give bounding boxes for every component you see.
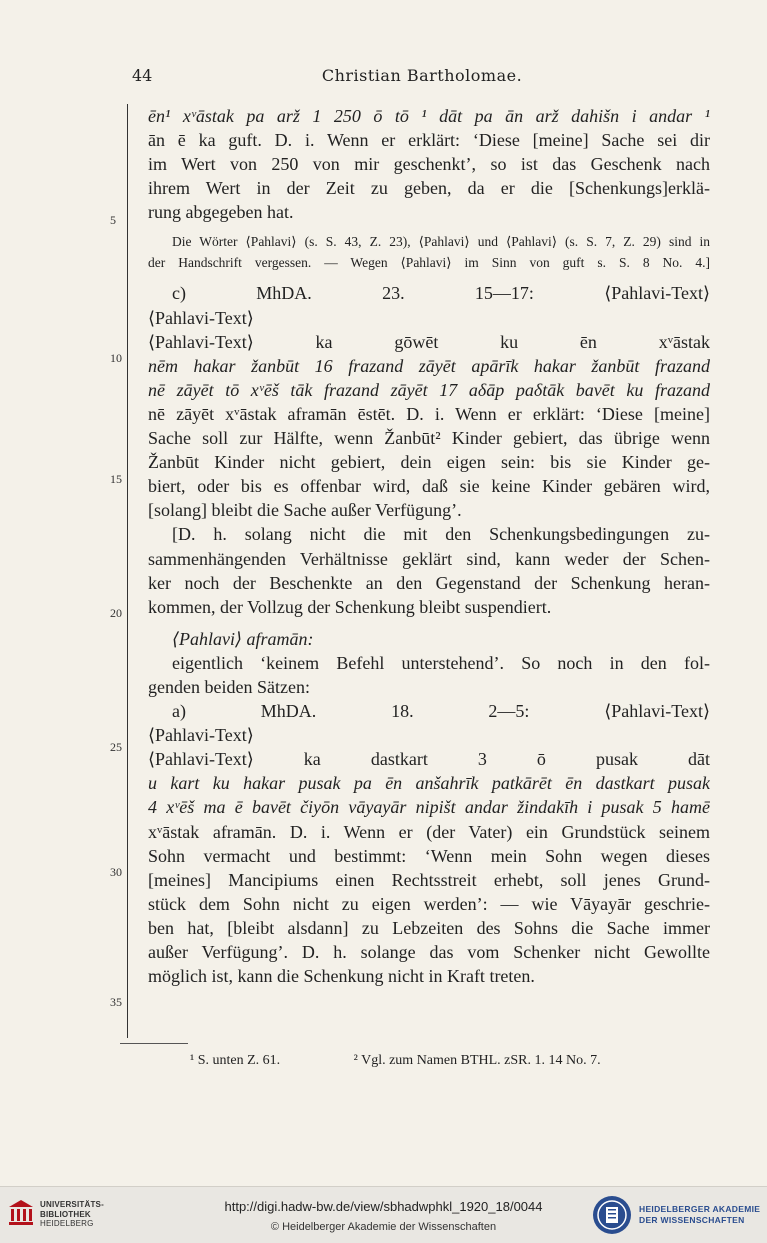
text-line: [D. h. solang nicht die mit den Schenkungsbedingungen zu- bbox=[172, 524, 710, 545]
line-number-5: 5 bbox=[110, 213, 116, 227]
logo-line: DER WISSENSCHAFTEN bbox=[639, 1215, 745, 1225]
text-line: im Wert von 250 von mir geschenkt’, so ist das Geschenk nach bbox=[148, 154, 710, 175]
line-number-10: 10 bbox=[110, 351, 122, 365]
text-line: genden beiden Sätzen: bbox=[148, 676, 310, 697]
logo-line: HEIDELBERG bbox=[40, 1219, 94, 1228]
lemma-heading: ⟨Pahlavi⟩ aframān: bbox=[172, 628, 314, 649]
line-number-25: 25 bbox=[110, 740, 122, 754]
margin-rule bbox=[127, 104, 128, 1038]
line-number-15: 15 bbox=[110, 472, 122, 486]
text-line: a) MhDA. 18. 2—5: ⟨Pahlavi-Text⟩ bbox=[172, 701, 710, 722]
footnote-rule bbox=[120, 1043, 188, 1044]
page-number: 44 bbox=[132, 66, 153, 85]
text-line: eigentlich ‘keinem Befehl unterstehend’. So noch in den fol- bbox=[172, 652, 710, 673]
text-line: außer Verfügung’. D. h. solange das vom Schenker nicht Gewollte bbox=[148, 942, 710, 962]
text-line: ⟨Pahlavi-Text⟩ ka dastkart 3 ō pusak dāt bbox=[148, 749, 710, 770]
academy-seal-icon bbox=[592, 1195, 632, 1235]
page-header bbox=[132, 66, 712, 88]
text-line: ihrem Wert in der Zeit zu geben, da er die [Schenkungs]erklä- bbox=[148, 178, 710, 199]
text-line: nē zāyēt tō xᵛēš tāk frazand zāyēt 17 aδāp paδtāk bavēt ku frazand bbox=[148, 379, 710, 400]
text-line: Sohn vermacht und bestimmt: ‘Wenn mein Sohn wegen dieses bbox=[148, 845, 710, 866]
text-line: biert, oder bis es offenbar wird, daß sie keine Kinder gebären wird, bbox=[148, 476, 710, 497]
text-line: u kart ku hakar pusak pa ēn anšahrīk patkārēt ēn dastkart pusak bbox=[148, 773, 710, 794]
text-line: möglich ist, kann die Schenkung nicht in Kraft treten. bbox=[148, 966, 535, 987]
text-line: Žanbūt Kinder nicht gebiert, dein eigen sein: bis sie Kinder ge- bbox=[148, 452, 710, 473]
text-line: c) MhDA. 23. 15—17: ⟨Pahlavi-Text⟩ bbox=[172, 283, 710, 304]
text-line: nē zāyēt xᵛāstak aframān ēstēt. D. i. Wenn er erklärt: ‘Diese [meine] bbox=[148, 403, 710, 424]
logo-line: HEIDELBERGER AKADEMIE bbox=[639, 1204, 761, 1214]
line-number-20: 20 bbox=[110, 606, 122, 620]
footnote-2: ² Vgl. zum Namen BTHL. zSR. 1. 14 No. 7. bbox=[353, 1053, 601, 1068]
text-line: ker noch der Beschenkte an den Gegenstand der Schenkung heran- bbox=[148, 572, 710, 593]
logo-line: UNIVERSITÄTS- bbox=[40, 1200, 104, 1209]
academy-logo[interactable] bbox=[592, 1195, 762, 1235]
text-line: nēm hakar žanbūt 16 frazand zāyēt apārīk hakar žanbūt frazand bbox=[148, 355, 710, 376]
text-line: Sache soll zur Hälfte, wenn Žanbūt² Kinder gebiert, das übrige wenn bbox=[148, 428, 710, 449]
running-title: Christian Bartholomae. bbox=[321, 66, 523, 85]
note-line: der Handschrift vergessen. — Wegen ⟨Pahlavi⟩ im Sinn von guft s. S. 8 No. 4.] bbox=[148, 254, 710, 270]
line-number-30: 30 bbox=[110, 865, 122, 879]
line-number-35: 35 bbox=[110, 995, 122, 1009]
text-line: ⟨Pahlavi-Text⟩ bbox=[148, 307, 254, 328]
text-line: xᵛāstak aframān. D. i. Wenn er (der Vater) ein Grundstück seinem bbox=[148, 821, 710, 842]
text-line: sammenhängenden Verhältnisse geklärt sind, kann weder der Schen- bbox=[148, 548, 710, 569]
text-line: ēn¹ xᵛāstak pa arž 1 250 ō tō ¹ dāt pa ān arž dahišn i andar ¹ bbox=[148, 106, 710, 126]
copyright-notice: © Heidelberger Akademie der Wissenschaften bbox=[270, 1221, 497, 1233]
text-line: [solang] bleibt die Sache außer Verfügung’. bbox=[148, 500, 462, 521]
text-line: ān ē ka guft. D. i. Wenn er erklärt: ‘Diese [meine] Sache sei dir bbox=[148, 130, 710, 151]
text-line: ⟨Pahlavi-Text⟩ bbox=[148, 725, 254, 746]
main-text bbox=[148, 104, 710, 988]
footnote-1: ¹ S. unten Z. 61. bbox=[190, 1053, 281, 1068]
text-line: kommen, der Vollzug der Schenkung bleibt suspendiert. bbox=[148, 596, 552, 617]
text-line: stück dem Sohn nicht zu eigen werden’: — wie Vāyayār geschrie- bbox=[148, 893, 710, 914]
viewer-footer bbox=[0, 1186, 767, 1243]
text-line: ⟨Pahlavi-Text⟩ ka gōwēt ku ēn xᵛāstak bbox=[148, 331, 710, 352]
text-line: 4 xᵛēš ma ē bavēt čiyōn vāyayār nipišt andar žindakīh i pusak 5 hamē bbox=[148, 797, 710, 818]
text-line: [meines] Mancipiums einen Rechtsstreit erhebt, soll jenes Grund- bbox=[148, 869, 710, 890]
footnotes bbox=[190, 1053, 710, 1069]
permalink-url[interactable]: http://digi.hadw-bw.de/view/sbhadwphkl_1920_18/0044 bbox=[224, 1199, 543, 1214]
note-line: Die Wörter ⟨Pahlavi⟩ (s. S. 43, Z. 23), ⟨Pahlavi⟩ und ⟨Pahlavi⟩ (s. S. 7, Z. 29) sind in bbox=[172, 234, 710, 250]
text-line: rung abgegeben hat. bbox=[148, 202, 294, 223]
logo-line: BIBLIOTHEK bbox=[40, 1209, 91, 1219]
text-line: ben hat, [bleibt alsdann] zu Lebzeiten des Sohns die Sache immer bbox=[148, 917, 710, 938]
